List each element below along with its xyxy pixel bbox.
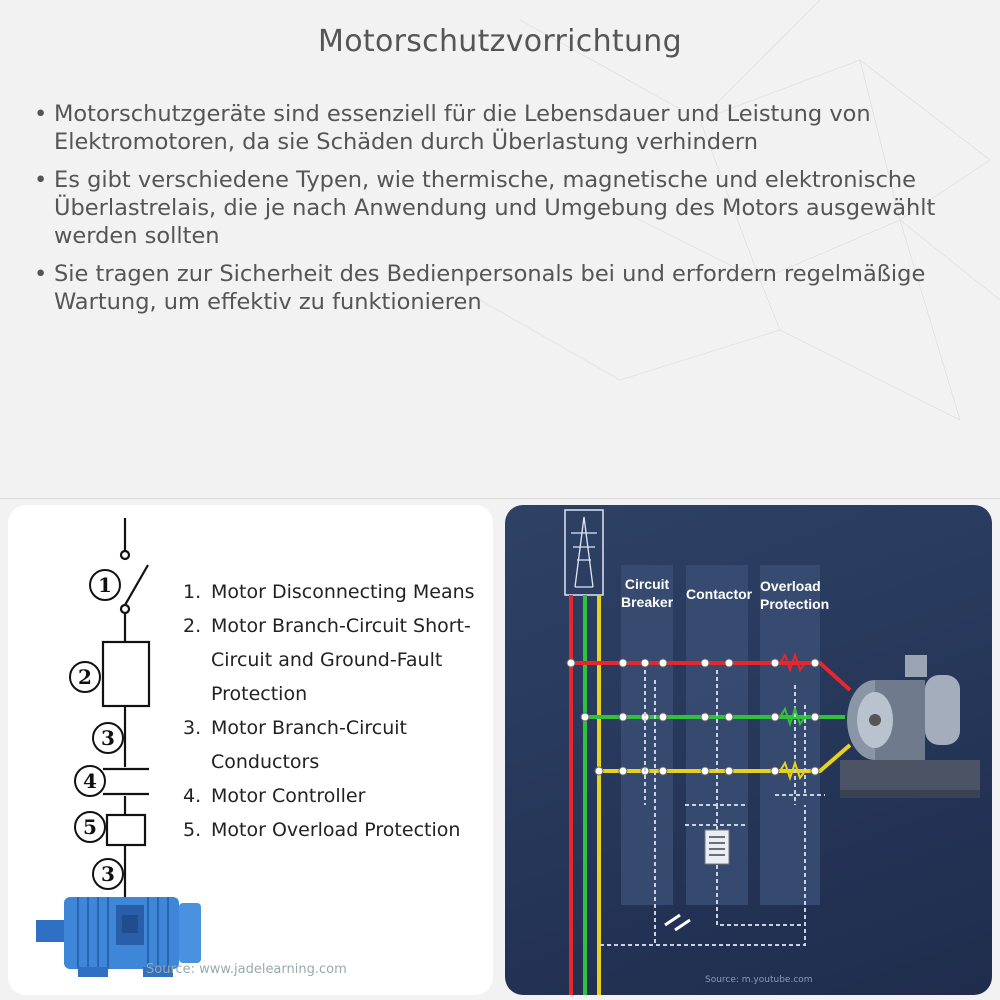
overload-panel — [760, 565, 830, 905]
bullet-text: Motorschutzgeräte sind essenziell für die Lebensdauer und Leistung von Elektromotoren, da sie Schäden durch Überlastung verhindern — [54, 101, 871, 155]
legend-item — [183, 609, 483, 711]
legend-text: Motor Overload Protection — [211, 819, 461, 841]
marker-2: 2 — [78, 665, 92, 689]
bullet-dot: • — [34, 261, 48, 287]
legend-number: 3. — [183, 717, 202, 739]
bullet-item — [34, 166, 964, 250]
legend-number: 1. — [183, 581, 202, 603]
marker-3b: 3 — [101, 862, 115, 886]
circuit-breaker-label: Circuit Breaker — [621, 576, 674, 610]
breaker-panel — [621, 565, 673, 905]
power-tower-icon — [565, 510, 603, 595]
legend-item — [183, 813, 483, 847]
image-source-caption: Source: www.jadelearning.com — [146, 962, 347, 977]
bullet-text: Sie tragen zur Sicherheit des Bedienpersonals bei und erfordern regelmäßige Wartung, um effektiv zu funktionieren — [54, 261, 926, 315]
marker-1: 1 — [98, 573, 112, 597]
legend-text: Motor Branch-Circuit Short-Circuit and Ground-Fault Protection — [211, 615, 471, 705]
legend-text: Motor Controller — [211, 785, 366, 807]
protection-schematic — [505, 505, 992, 995]
pump-motor-icon — [840, 655, 980, 798]
legend-item — [183, 711, 483, 779]
protection-schematic-card — [505, 505, 992, 995]
section-divider — [0, 498, 1000, 499]
marker-5: 5 — [83, 815, 97, 839]
marker-4: 4 — [83, 769, 97, 793]
overload-protection-label: Overload Protection — [760, 578, 830, 612]
page-title: Motorschutzvorrichtung — [318, 24, 682, 59]
legend-item — [183, 575, 483, 609]
bullet-item — [34, 100, 964, 156]
image-source-caption: Source: m.youtube.com — [705, 975, 813, 985]
motor-circuit-diagram-card — [8, 505, 493, 995]
legend-number: 4. — [183, 785, 202, 807]
marker-3: 3 — [101, 726, 115, 750]
bullet-text: Es gibt verschiedene Typen, wie thermische, magnetische und elektronische Überlastrelais, die je nach Anwendung und Umgebung des Motors ausgewählt werden sollten — [54, 167, 936, 249]
legend-text: Motor Branch-Circuit Conductors — [211, 717, 407, 773]
legend-text: Motor Disconnecting Means — [211, 581, 475, 603]
bullet-dot: • — [34, 101, 48, 127]
contactor-label: Contactor — [686, 586, 753, 602]
legend-number: 5. — [183, 819, 202, 841]
component-legend — [183, 575, 483, 847]
bullet-dot: • — [34, 167, 48, 193]
legend-number: 2. — [183, 615, 202, 637]
bullet-list — [34, 100, 964, 326]
legend-item — [183, 779, 483, 813]
bullet-item — [34, 260, 964, 316]
contactor-coil — [705, 830, 729, 864]
